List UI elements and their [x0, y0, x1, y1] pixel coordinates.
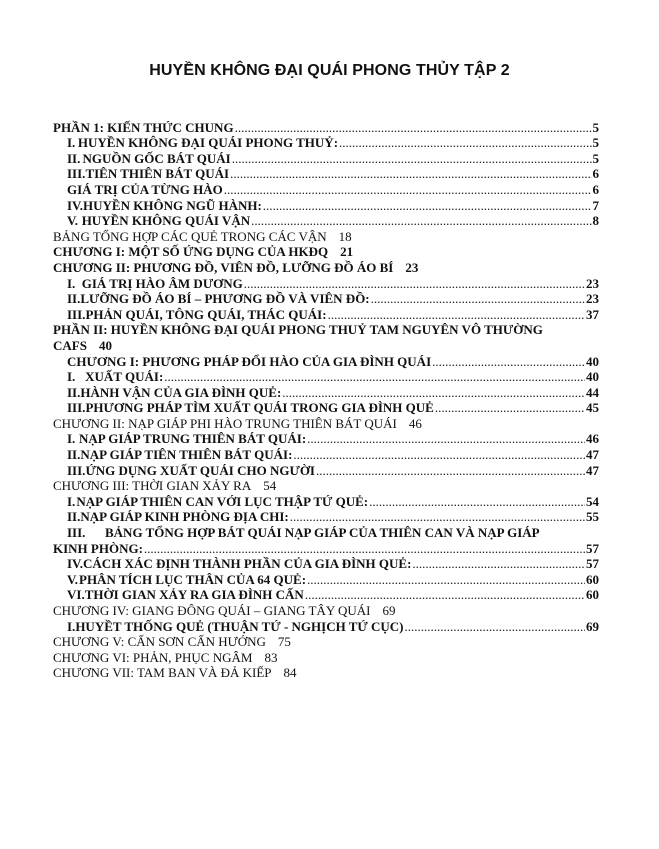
toc-entry[interactable]: [53, 493, 599, 509]
toc-entry-page: 75: [277, 634, 291, 650]
toc-leader-dots: [232, 151, 592, 166]
toc-entry-label: HUYỀN KHÔNG QUÁI VẬN: [81, 213, 251, 229]
toc-entry-label: CHƯƠNG IV: GIANG ĐÔNG QUÁI – GIANG TÂY QUÁI: [53, 603, 371, 618]
toc-entry-page: 6: [592, 181, 599, 197]
toc-entry-page: 6: [592, 166, 599, 182]
toc-entry[interactable]: [53, 462, 599, 478]
toc-entry-label: KINH PHÒNG:: [53, 540, 143, 556]
toc-leader-dots: [369, 494, 585, 509]
toc-entry-label: THỜI GIAN XẢY RA GIA ĐÌNH CẤN: [84, 587, 304, 603]
toc-leader-dots: [307, 572, 585, 587]
toc-entry-label: CHƯƠNG VI: PHẢN, PHỤC NGÂM: [53, 649, 253, 665]
toc-entry-label: CHƯƠNG II: NẠP GIÁP PHI HÀO TRUNG THIÊN BÁT QUÁI: [53, 415, 397, 431]
toc-entry-label: PHƯƠNG PHÁP TÌM XUẤT QUÁI TRONG GIA ĐÌNH QUẺ: [85, 400, 434, 416]
toc-entry-label: GIÁ TRỊ CỦA TỪNG HÀO: [67, 181, 223, 197]
toc-entry[interactable]: [53, 306, 599, 322]
toc-entry-page: 69: [586, 618, 599, 634]
toc-entry[interactable]: [53, 275, 599, 291]
toc-entry-label: HUYỀT THỐNG QUẺ (THUẬN TỨ - NGHỊCH TỨ CỤC): [75, 618, 404, 634]
toc-entry-number: III.: [67, 166, 86, 182]
toc-leader-dots: [144, 541, 585, 556]
toc-entry-page: 47: [586, 447, 599, 463]
toc-leader-dots: [251, 213, 591, 228]
toc-entry[interactable]: [53, 213, 599, 229]
toc-entry-number: IV.: [67, 556, 84, 572]
toc-entry-label: NẠP GIÁP KINH PHÒNG ĐỊA CHI:: [80, 509, 289, 525]
toc-entry-number: I.: [67, 369, 76, 385]
toc-entry[interactable]: [53, 337, 599, 353]
toc-entry-page: 60: [586, 587, 599, 603]
toc-entry-label: NẠP GIÁP TIÊN THIÊN BÁT QUÁI:: [80, 447, 293, 463]
toc-entry-number: VI.: [67, 587, 85, 603]
toc-entry[interactable]: [53, 665, 599, 681]
toc-entry[interactable]: [53, 478, 599, 494]
toc-entry-label: PHÂN TÍCH LỤC THÂN CỦA 64 QUẺ:: [79, 571, 307, 587]
toc-leader-dots: [290, 509, 585, 524]
toc-entry-page: 21: [340, 244, 354, 260]
toc-entry-page: 45: [586, 400, 599, 416]
toc-leader-dots: [235, 120, 592, 135]
toc-entry-label: CÁCH XÁC ĐỊNH THÀNH PHẦN CỦA GIA ĐÌNH QUẺ:: [83, 556, 412, 572]
toc-entry[interactable]: [53, 446, 599, 462]
toc-entry-label: ỨNG DỤNG XUẤT QUÁI CHO NGƯỜI: [85, 462, 315, 478]
toc-entry-page: 57: [586, 540, 599, 556]
toc-entry-label: NẠP GIÁP THIÊN CAN VỚI LỤC THẬP TỨ QUẺ:: [76, 493, 369, 509]
toc-entry-page: 44: [586, 384, 599, 400]
toc-entry-number: III.: [67, 400, 86, 416]
toc-entry-number: II.: [67, 447, 81, 463]
toc-entry-number: III.: [67, 525, 86, 541]
toc-entry-number: I.: [67, 431, 76, 447]
toc-leader-dots: [339, 135, 591, 150]
toc-entry[interactable]: [53, 322, 599, 338]
toc-entry-label: PHẢN QUÁI, TÔNG QUÁI, THÁC QUÁI:: [85, 306, 327, 322]
toc-entry-page: 54: [263, 478, 277, 494]
toc-entry[interactable]: [53, 571, 599, 587]
table-of-contents: [53, 119, 599, 680]
toc-entry-number: V.: [67, 213, 78, 229]
toc-entry[interactable]: [53, 649, 599, 665]
toc-entry[interactable]: [53, 431, 599, 447]
toc-entry-label: GIÁ TRỊ HÀO ÂM DƯƠNG: [81, 275, 243, 291]
toc-entry-label: LƯỠNG ĐỒ ÁO BÍ – PHƯƠNG ĐỒ VÀ VIÊN ĐỒ:: [80, 291, 370, 307]
toc-entry-number: I.: [67, 618, 76, 634]
toc-entry[interactable]: [53, 197, 599, 213]
toc-entry-number: I.: [67, 275, 76, 291]
toc-entry-page: 40: [98, 337, 112, 353]
toc-entry-page: 83: [264, 649, 278, 665]
toc-entry[interactable]: [53, 602, 599, 618]
toc-entry-page: 46: [586, 431, 599, 447]
toc-leader-dots: [307, 431, 585, 446]
toc-entry-number: III.: [67, 306, 86, 322]
toc-entry-number: II.: [67, 384, 81, 400]
toc-entry[interactable]: [53, 400, 599, 416]
toc-entry[interactable]: [53, 540, 599, 556]
toc-entry-label: PHẦN II: HUYỀN KHÔNG ĐẠI QUÁI PHONG THUỶ TAM NGUYÊN VÔ THƯỜNG: [53, 322, 543, 338]
toc-entry-label: TIÊN THIÊN BÁT QUÁI: [85, 166, 230, 182]
toc-leader-dots: [293, 447, 585, 462]
toc-entry-page: 40: [586, 369, 599, 385]
toc-leader-dots: [164, 369, 585, 384]
toc-leader-dots: [404, 619, 585, 634]
toc-entry-label: CHƯƠNG I: MỘT SỐ ỨNG DỤNG CỦA HKĐQ: [53, 244, 329, 260]
toc-entry-page: 7: [592, 197, 599, 213]
toc-entry-page: 84: [283, 665, 297, 681]
toc-entry-label: HÀNH VẬN CỦA GIA ĐÌNH QUẺ:: [80, 384, 282, 400]
toc-leader-dots: [432, 354, 585, 369]
toc-entry-label: NGUỒN GỐC BÁT QUÁI: [82, 150, 231, 166]
toc-entry-label: CHƯƠNG V: CẤN SƠN CẤN HƯỚNG: [53, 634, 266, 650]
toc-entry-page: 5: [592, 119, 599, 135]
toc-entry-page: 18: [338, 228, 352, 244]
toc-leader-dots: [412, 556, 585, 571]
toc-entry-number: I.: [67, 493, 76, 509]
toc-entry-label: NẠP GIÁP TRUNG THIÊN BÁT QUÁI:: [78, 431, 307, 447]
toc-entry[interactable]: [53, 150, 599, 166]
toc-entry[interactable]: [53, 135, 599, 151]
toc-entry-label: CHƯƠNG III: THỜI GIAN XẢY RA: [53, 478, 252, 494]
toc-entry-label: BẢNG TỔNG HỢP CÁC QUẺ TRONG CÁC VẬN: [53, 228, 327, 244]
toc-entry[interactable]: [53, 369, 599, 385]
toc-entry-number: IV.: [67, 197, 84, 213]
toc-entry[interactable]: [53, 618, 599, 634]
toc-entry[interactable]: [53, 634, 599, 650]
toc-entry-page: 8: [592, 213, 599, 229]
toc-entry-page: 23: [405, 259, 419, 275]
toc-leader-dots: [371, 291, 585, 306]
toc-entry[interactable]: [53, 291, 599, 307]
toc-entry-page: 37: [586, 306, 599, 322]
toc-entry[interactable]: [53, 509, 599, 525]
toc-leader-dots: [244, 276, 585, 291]
toc-entry[interactable]: [53, 384, 599, 400]
toc-entry-page: 46: [408, 415, 422, 431]
toc-entry-label: CHƯƠNG VII: TAM BAN VÀ ĐẢ KIẾP: [53, 665, 272, 681]
toc-entry-number: II.: [67, 291, 81, 307]
toc-entry-label: CAFS: [53, 337, 87, 353]
document-title: HUYỀN KHÔNG ĐẠI QUÁI PHONG THỦY TẬP 2: [149, 62, 510, 79]
toc-leader-dots: [328, 307, 585, 322]
toc-entry-page: 47: [586, 462, 599, 478]
toc-entry-page: 54: [586, 493, 599, 509]
toc-entry-page: 60: [586, 571, 599, 587]
toc-entry[interactable]: [53, 587, 599, 603]
toc-leader-dots: [263, 198, 592, 213]
toc-entry-page: 55: [586, 509, 599, 525]
toc-entry-label: HUYỀN KHÔNG ĐẠI QUÁI PHONG THUỶ:: [77, 135, 339, 151]
toc-entry-label: PHẦN 1: KIẾN THỨC CHUNG: [53, 119, 234, 135]
toc-entry-page: 69: [382, 603, 396, 618]
toc-entry-page: 23: [586, 291, 599, 307]
toc-entry[interactable]: [53, 524, 599, 540]
toc-entry[interactable]: [53, 244, 599, 260]
toc-entry-label: XUẤT QUÁI:: [85, 369, 164, 385]
toc-leader-dots: [282, 385, 585, 400]
toc-entry[interactable]: [53, 415, 599, 431]
toc-entry-label: CHƯƠNG I: PHƯƠNG PHÁP ĐỔI HÀO CỦA GIA ĐÌNH QUÁI: [67, 353, 432, 369]
toc-leader-dots: [230, 166, 591, 181]
toc-entry-number: III.: [67, 462, 86, 478]
toc-entry-number: II.: [67, 150, 81, 166]
toc-entry[interactable]: [53, 181, 599, 197]
toc-entry-number: I.: [67, 135, 76, 151]
toc-entry[interactable]: [53, 166, 599, 182]
toc-entry-page: 5: [592, 135, 599, 151]
toc-entry[interactable]: [53, 259, 599, 275]
toc-entry-number: II.: [67, 509, 81, 525]
toc-entry-page: 57: [586, 556, 599, 572]
toc-entry-page: 40: [586, 353, 599, 369]
toc-entry-label: CHƯƠNG II: PHƯƠNG ĐỒ, VIÊN ĐỒ, LƯỠNG ĐỒ ÁO BÍ: [53, 259, 394, 275]
toc-entry-label: BẢNG TỔNG HỢP BÁT QUÁI NẠP GIÁP CỦA THIÊN CAN VÀ NẠP GIÁP: [105, 525, 540, 541]
toc-leader-dots: [435, 400, 585, 415]
toc-entry-page: 5: [592, 150, 599, 166]
toc-entry[interactable]: [53, 556, 599, 572]
toc-entry[interactable]: [53, 228, 599, 244]
toc-entry-label: HUYỀN KHÔNG NGŨ HÀNH:: [83, 197, 262, 213]
toc-leader-dots: [316, 463, 585, 478]
toc-entry-number: V.: [67, 571, 78, 587]
toc-entry-page: 23: [586, 275, 599, 291]
toc-entry[interactable]: [53, 353, 599, 369]
toc-leader-dots: [224, 182, 592, 197]
toc-entry[interactable]: [53, 119, 599, 135]
toc-leader-dots: [305, 587, 585, 602]
